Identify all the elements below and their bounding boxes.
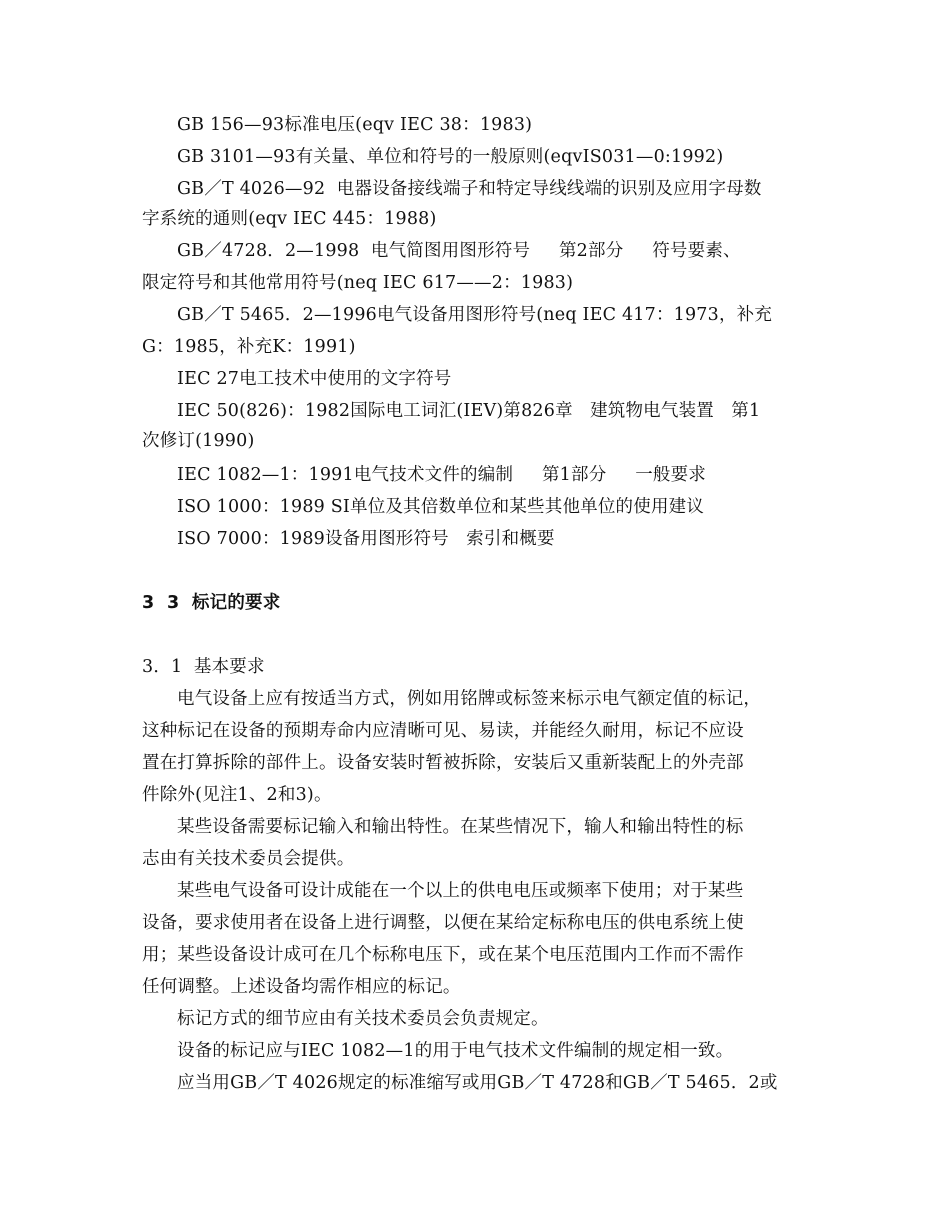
- reference-line: IEC 50(826)：1982国际电工词汇(IEV)第826章 建筑物电气装置 第1: [177, 401, 761, 421]
- body-line: 志由有关技术委员会提供。: [142, 849, 355, 869]
- body-line: 件除外(见注1、2和3)。: [142, 785, 332, 805]
- reference-line: IEC 1082—1：1991电气技术文件的编制 第1部分 一般要求: [177, 465, 707, 485]
- body-line: 任何调整。上述设备均需作相应的标记。: [142, 977, 461, 997]
- section-heading: 3 3 标记的要求: [142, 593, 281, 613]
- body-line: 某些电气设备可设计成能在一个以上的供电电压或频率下使用；对于某些: [177, 881, 744, 901]
- body-line: 设备，要求使用者在设备上进行调整，以便在某给定标称电压的供电系统上使: [142, 913, 744, 933]
- body-line: 用；某些设备设计成可在几个标称电压下，或在某个电压范围内工作而不需作: [142, 945, 744, 965]
- reference-line: G：1985，补充K：1991): [142, 337, 356, 357]
- reference-line: GB／4728．2—1998 电气简图用图形符号 第2部分 符号要素、: [177, 241, 741, 261]
- reference-line: GB 156—93标准电压(eqv IEC 38：1983): [177, 115, 533, 135]
- reference-line: 字系统的通则(eqv IEC 445：1988): [142, 209, 437, 229]
- body-line: 这种标记在设备的预期寿命内应清晰可见、易读，并能经久耐用，标记不应设: [142, 721, 744, 741]
- reference-line: 次修订(1990): [142, 431, 255, 451]
- body-line: 电气设备上应有按适当方式，例如用铭牌或标签来标示电气额定值的标记，: [177, 689, 762, 709]
- reference-line: ISO 7000：1989设备用图形符号 索引和概要: [177, 529, 555, 549]
- subsection-heading: 3．1 基本要求: [142, 657, 265, 677]
- body-line: 置在打算拆除的部件上。设备安装时暂被拆除，安装后又重新装配上的外壳部: [142, 753, 744, 773]
- body-line: 设备的标记应与IEC 1082—1的用于电气技术文件编制的规定相一致。: [177, 1041, 734, 1061]
- body-line: 某些设备需要标记输入和输出特性。在某些情况下，输人和输出特性的标: [177, 817, 744, 837]
- reference-line: 限定符号和其他常用符号(neq IEC 617——2：1983): [142, 273, 574, 293]
- reference-line: GB 3101—93有关量、单位和符号的一般原则(eqvIS031—0:1992): [177, 147, 724, 167]
- reference-line: GB／T 4026—92 电器设备接线端子和特定导线线端的识别及应用字母数: [177, 179, 762, 199]
- body-line: 应当用GB／T 4026规定的标准缩写或用GB／T 4728和GB／T 5465．2或: [177, 1073, 778, 1093]
- body-line: 标记方式的细节应由有关技术委员会负责规定。: [177, 1009, 549, 1029]
- reference-line: IEC 27电工技术中使用的文字符号: [177, 369, 452, 389]
- reference-line: ISO 1000：1989 SI单位及其倍数单位和某些其他单位的使用建议: [177, 497, 705, 517]
- reference-line: GB／T 5465．2—1996电气设备用图形符号(neq IEC 417：1973，补充: [177, 305, 773, 325]
